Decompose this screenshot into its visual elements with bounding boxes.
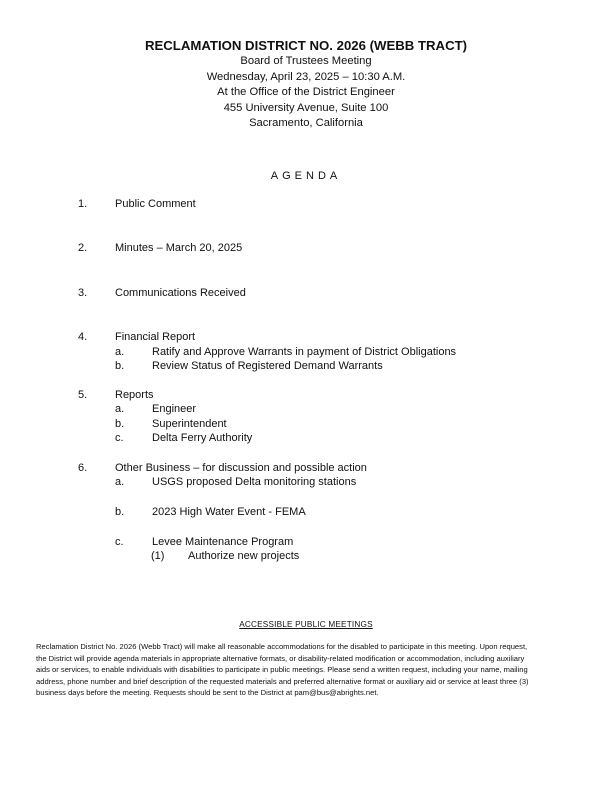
- item-text: Minutes – March 20, 2025: [115, 242, 243, 254]
- notice-line: address, phone number and brief description of the requested materials and preferred alternative format or auxiliary aid or service at least three (3): [36, 676, 529, 686]
- item-number: 1.: [78, 198, 88, 210]
- notice-line: the District will provide agenda materials in appropriate alternative formats, or disability-related modification or accommodation, including auxiliary: [36, 653, 525, 663]
- subitem-text: 2023 High Water Event - FEMA: [152, 506, 306, 518]
- subitem-text: Levee Maintenance Program: [152, 536, 294, 548]
- district-title: RECLAMATION DISTRICT NO. 2026 (WEBB TRACT): [144, 38, 468, 53]
- item-text: Other Business – for discussion and possible action: [115, 462, 367, 474]
- item-text: Communications Received: [115, 287, 246, 299]
- agenda-heading: AGENDA: [270, 170, 342, 182]
- subitem-letter: a.: [115, 346, 125, 358]
- subitem-text: Review Status of Registered Demand Warrants: [152, 360, 383, 372]
- subitem-text: Superintendent: [152, 418, 227, 430]
- item-text: Public Comment: [115, 198, 196, 210]
- subitem-letter: c.: [115, 432, 124, 444]
- notice-line: aids or services, to enable individuals with disabilities to participate in public meetings. Please send a written request, including your name, mailing: [36, 665, 528, 674]
- subitem-text: Engineer: [152, 403, 197, 415]
- subitem-text: Delta Ferry Authority: [152, 432, 253, 444]
- subsubitem-text: Authorize new projects: [188, 550, 300, 562]
- document-header: [0, 38, 612, 132]
- subitem-text: Ratify and Approve Warrants in payment of District Obligations: [152, 346, 457, 358]
- subsubitem-marker: (1): [151, 550, 165, 562]
- subitem-letter: b.: [115, 360, 125, 372]
- subitem-letter: b.: [115, 418, 125, 430]
- notice-line: Reclamation District No. 2026 (Webb Tract) will make all reasonable accommodations for the disabled to participate in this meeting. Upon request,: [36, 642, 528, 651]
- meeting-name: Board of Trustees Meeting: [240, 55, 372, 67]
- subitem-letter: a.: [115, 476, 125, 488]
- item-number: 6.: [78, 462, 88, 474]
- subitem-letter: a.: [115, 403, 125, 415]
- item-text: Reports: [115, 389, 154, 401]
- item-number: 5.: [78, 389, 88, 401]
- accessibility-notice: [36, 641, 606, 699]
- subitem-letter: b.: [115, 506, 125, 518]
- subitem-letter: c.: [115, 536, 124, 548]
- meeting-location: At the Office of the District Engineer: [217, 86, 395, 98]
- item-number: 3.: [78, 287, 88, 299]
- item-text: Financial Report: [115, 331, 196, 343]
- notice-line: business days before the meeting. Requests should be sent to the District at pam@bus@abrights.net.: [36, 688, 379, 697]
- meeting-address: 455 University Avenue, Suite 100: [223, 101, 389, 114]
- item-number: 2.: [78, 242, 88, 254]
- subitem-text: USGS proposed Delta monitoring stations: [152, 476, 357, 488]
- accessibility-heading: ACCESSIBLE PUBLIC MEETINGS: [239, 620, 373, 629]
- meeting-city: Sacramento, California: [249, 117, 363, 129]
- meeting-date-time: Wednesday, April 23, 2025 – 10:30 A.M.: [206, 70, 406, 83]
- item-number: 4.: [78, 331, 88, 343]
